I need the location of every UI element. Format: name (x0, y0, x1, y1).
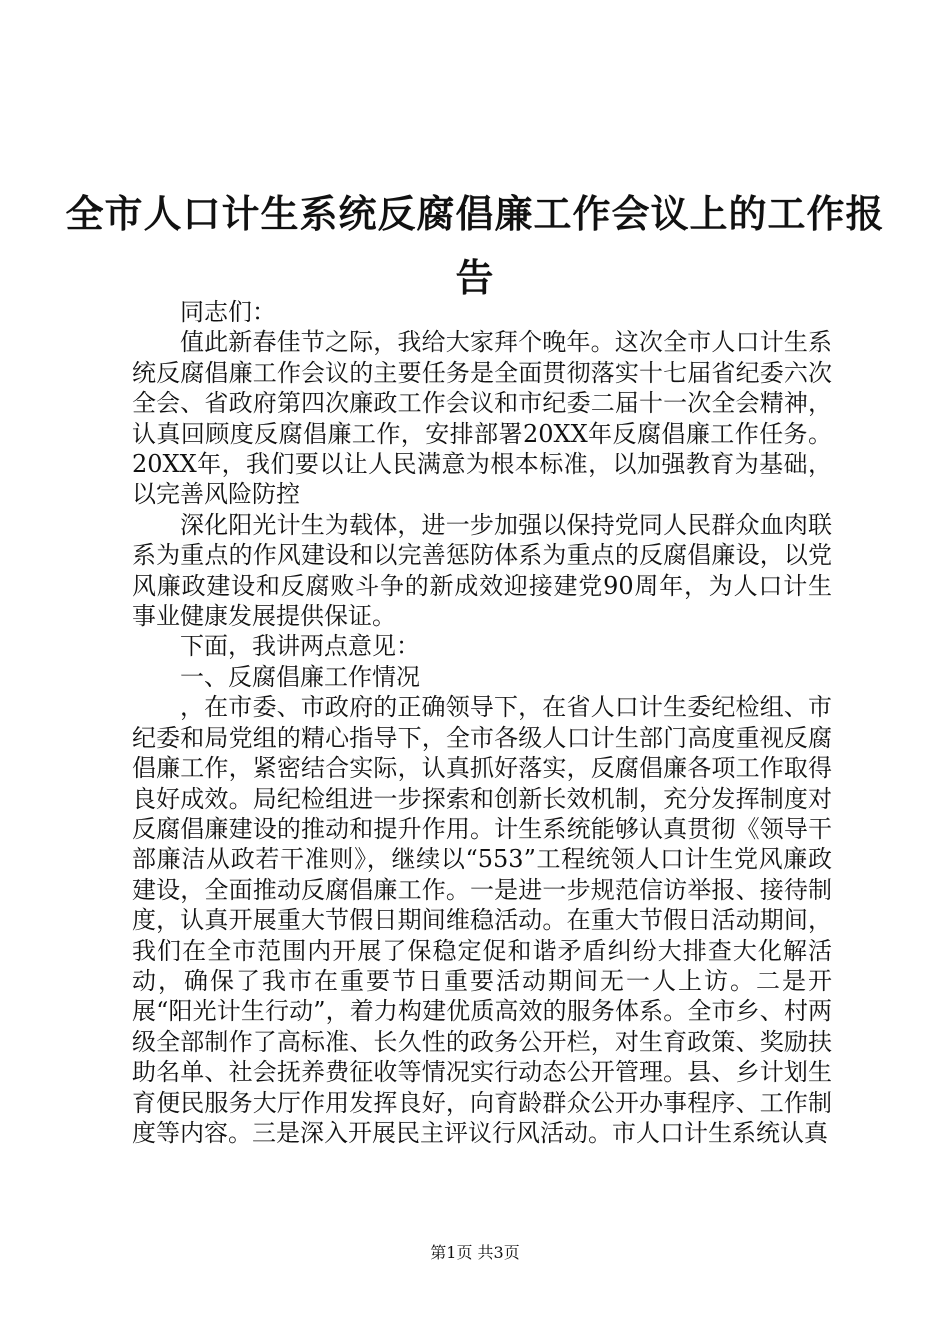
page-number-footer: 第1页 共3页 (430, 1243, 520, 1262)
body-paragraph: 下面，我讲两点意见： (180, 632, 420, 661)
body-paragraph: ，在市委、市政府的正确领导下，在省人口计生委纪检组、市纪委和局党组的精心指导下，全市各级人口计生部门高度重视反腐倡廉工作，紧密结合实际，认真抓好落实，反腐倡廉各项工作取得良好成效。局纪检组进一步探索和创新长效机制，充分发挥制度对反腐倡廉建设的推动和提升作用。计生系统能够认真贯彻《领导干部廉洁从政若干准则》，继续以“553”工程统领人口计生党风廉政建设，全面推动反腐倡廉工作。一是进一步规范信访举报、接待制度，认真开展重大节假日期间维稳活动。在重大节假日活动期间，我们在全市范围内开展了保稳定促和谐矛盾纠纷大排查大化解活动，确保了我市在重要节日重要活动期间无一人上访。二是开展“阳光计生行动”，着力构建优质高效的服务体系。全市乡、村两级全部制作了高标准、长久性的政务公开栏，对生育政策、奖励扶助名单、社会抚养费征收等情况实行动态公开管理。县、乡计划生育便民服务大厅作用发挥良好，向育龄群众公开办事程序、工作制度等内容。三是深入开展民主评议行风活动。市人口计生系统认真 (132, 693, 832, 1147)
body-paragraph: 深化阳光计生为载体，进一步加强以保持党同人民群众血肉联系为重点的作风建设和以完善惩防体系为重点的反腐倡廉设，以党风廉政建设和反腐败斗争的新成效迎接建党90周年，为人口计生事业健康发展提供保证。 (132, 510, 832, 631)
document-title: 全市人口计生系统反腐倡廉工作会议上的工作报告 (65, 191, 885, 300)
body-paragraph: 值此新春佳节之际，我给大家拜个晚年。这次全市人口计生系统反腐倡廉工作会议的主要任务是全面贯彻落实十七届省纪委六次全会、省政府第四次廉政工作会议和市纪委二届十一次全会精神，认真回顾度反腐倡廉工作，安排部署20XX年反腐倡廉工作任务。20XX年，我们要以让人民满意为根本标准，以加强教育为基础，以完善风险防控 (132, 328, 832, 509)
document-body (132, 297, 832, 1148)
section-heading: 一、反腐倡廉工作情况 (180, 662, 420, 691)
greeting-paragraph: 同志们： (180, 298, 276, 326)
